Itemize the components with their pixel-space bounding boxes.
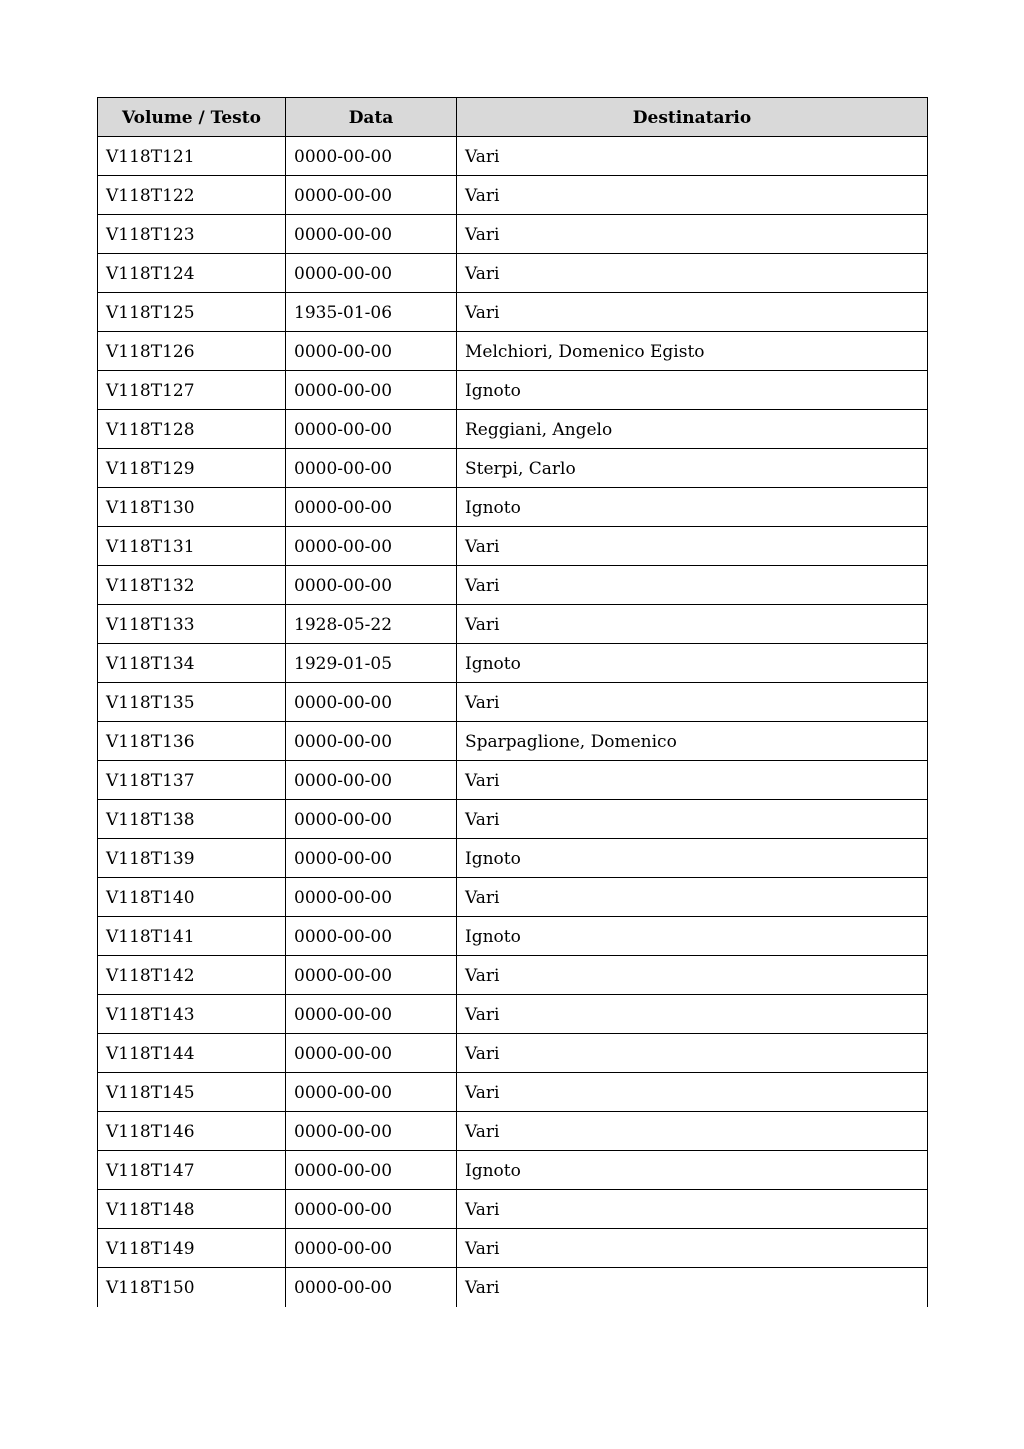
cell-data: 0000-00-00 <box>286 1229 457 1268</box>
table-row <box>98 722 928 761</box>
table-row <box>98 137 928 176</box>
cell-volume-testo: V118T138 <box>98 800 286 839</box>
cell-data: 1928-05-22 <box>286 605 457 644</box>
table-row <box>98 1229 928 1268</box>
cell-data: 0000-00-00 <box>286 1268 457 1307</box>
cell-data: 0000-00-00 <box>286 527 457 566</box>
cell-volume-testo: V118T134 <box>98 644 286 683</box>
cell-volume-testo: V118T136 <box>98 722 286 761</box>
cell-volume-testo: V118T147 <box>98 1151 286 1190</box>
cell-volume-testo: V118T149 <box>98 1229 286 1268</box>
cell-data: 0000-00-00 <box>286 371 457 410</box>
cell-destinatario: Ignoto <box>457 839 928 878</box>
table-row <box>98 254 928 293</box>
cell-volume-testo: V118T122 <box>98 176 286 215</box>
cell-destinatario: Vari <box>457 254 928 293</box>
table-row <box>98 488 928 527</box>
cell-data: 0000-00-00 <box>286 1190 457 1229</box>
cell-destinatario: Vari <box>457 1229 928 1268</box>
cell-data: 0000-00-00 <box>286 761 457 800</box>
cell-data: 0000-00-00 <box>286 1073 457 1112</box>
cell-volume-testo: V118T124 <box>98 254 286 293</box>
cell-volume-testo: V118T140 <box>98 878 286 917</box>
cell-volume-testo: V118T139 <box>98 839 286 878</box>
cell-destinatario: Vari <box>457 176 928 215</box>
cell-data: 0000-00-00 <box>286 449 457 488</box>
cell-data: 0000-00-00 <box>286 176 457 215</box>
table-row <box>98 1151 928 1190</box>
cell-volume-testo: V118T145 <box>98 1073 286 1112</box>
cell-destinatario: Vari <box>457 137 928 176</box>
cell-destinatario: Vari <box>457 1034 928 1073</box>
cell-volume-testo: V118T132 <box>98 566 286 605</box>
cell-data: 0000-00-00 <box>286 917 457 956</box>
cell-destinatario: Sparpaglione, Domenico <box>457 722 928 761</box>
cell-destinatario: Ignoto <box>457 644 928 683</box>
table-row <box>98 761 928 800</box>
cell-destinatario: Vari <box>457 605 928 644</box>
cell-destinatario: Melchiori, Domenico Egisto <box>457 332 928 371</box>
cell-destinatario: Vari <box>457 566 928 605</box>
cell-volume-testo: V118T125 <box>98 293 286 332</box>
cell-data: 0000-00-00 <box>286 566 457 605</box>
cell-volume-testo: V118T127 <box>98 371 286 410</box>
table-row <box>98 527 928 566</box>
cell-data: 0000-00-00 <box>286 956 457 995</box>
cell-destinatario: Vari <box>457 878 928 917</box>
cell-destinatario: Vari <box>457 293 928 332</box>
cell-volume-testo: V118T135 <box>98 683 286 722</box>
cell-volume-testo: V118T126 <box>98 332 286 371</box>
table-row <box>98 644 928 683</box>
cell-volume-testo: V118T148 <box>98 1190 286 1229</box>
cell-volume-testo: V118T121 <box>98 137 286 176</box>
cell-destinatario: Vari <box>457 761 928 800</box>
cell-destinatario: Vari <box>457 215 928 254</box>
cell-data: 0000-00-00 <box>286 1151 457 1190</box>
cell-destinatario: Sterpi, Carlo <box>457 449 928 488</box>
table-row <box>98 605 928 644</box>
table-body <box>98 137 928 1307</box>
cell-destinatario: Vari <box>457 1073 928 1112</box>
cell-data: 0000-00-00 <box>286 488 457 527</box>
table-row <box>98 215 928 254</box>
cell-data: 0000-00-00 <box>286 332 457 371</box>
cell-destinatario: Vari <box>457 1268 928 1307</box>
cell-data: 0000-00-00 <box>286 410 457 449</box>
cell-volume-testo: V118T150 <box>98 1268 286 1307</box>
cell-data: 0000-00-00 <box>286 800 457 839</box>
table-row <box>98 332 928 371</box>
cell-volume-testo: V118T141 <box>98 917 286 956</box>
cell-volume-testo: V118T123 <box>98 215 286 254</box>
table-row <box>98 878 928 917</box>
table-row <box>98 800 928 839</box>
cell-destinatario: Ignoto <box>457 917 928 956</box>
table-header <box>98 98 928 137</box>
cell-volume-testo: V118T129 <box>98 449 286 488</box>
cell-data: 0000-00-00 <box>286 683 457 722</box>
column-header-destinatario: Destinatario <box>457 98 928 137</box>
table-row <box>98 956 928 995</box>
cell-data: 0000-00-00 <box>286 254 457 293</box>
cell-data: 0000-00-00 <box>286 1034 457 1073</box>
table-row <box>98 1112 928 1151</box>
table-row <box>98 839 928 878</box>
table-row <box>98 371 928 410</box>
table-row <box>98 1190 928 1229</box>
cell-destinatario: Vari <box>457 1190 928 1229</box>
cell-volume-testo: V118T133 <box>98 605 286 644</box>
table-row <box>98 917 928 956</box>
cell-destinatario: Reggiani, Angelo <box>457 410 928 449</box>
table-row <box>98 176 928 215</box>
cell-destinatario: Ignoto <box>457 371 928 410</box>
cell-volume-testo: V118T146 <box>98 1112 286 1151</box>
cell-data: 0000-00-00 <box>286 995 457 1034</box>
cell-volume-testo: V118T128 <box>98 410 286 449</box>
cell-volume-testo: V118T143 <box>98 995 286 1034</box>
cell-data: 0000-00-00 <box>286 878 457 917</box>
cell-data: 0000-00-00 <box>286 215 457 254</box>
cell-volume-testo: V118T144 <box>98 1034 286 1073</box>
cell-volume-testo: V118T137 <box>98 761 286 800</box>
cell-volume-testo: V118T130 <box>98 488 286 527</box>
cell-data: 0000-00-00 <box>286 137 457 176</box>
cell-destinatario: Vari <box>457 683 928 722</box>
letters-table <box>97 97 928 1307</box>
cell-data: 1935-01-06 <box>286 293 457 332</box>
cell-data: 0000-00-00 <box>286 1112 457 1151</box>
cell-destinatario: Vari <box>457 1112 928 1151</box>
cell-data: 0000-00-00 <box>286 839 457 878</box>
table-row <box>98 683 928 722</box>
table-row <box>98 293 928 332</box>
table-row <box>98 1073 928 1112</box>
cell-destinatario: Vari <box>457 956 928 995</box>
column-header-data: Data <box>286 98 457 137</box>
header-row <box>98 98 928 137</box>
table-row <box>98 449 928 488</box>
column-header-volume-testo: Volume / Testo <box>98 98 286 137</box>
cell-data: 0000-00-00 <box>286 722 457 761</box>
table-row <box>98 566 928 605</box>
table-row <box>98 1034 928 1073</box>
table-row <box>98 995 928 1034</box>
cell-destinatario: Vari <box>457 995 928 1034</box>
cell-destinatario: Vari <box>457 800 928 839</box>
cell-destinatario: Vari <box>457 527 928 566</box>
cell-volume-testo: V118T142 <box>98 956 286 995</box>
cell-volume-testo: V118T131 <box>98 527 286 566</box>
cell-destinatario: Ignoto <box>457 1151 928 1190</box>
cell-data: 1929-01-05 <box>286 644 457 683</box>
table-row <box>98 410 928 449</box>
table-row <box>98 1268 928 1307</box>
cell-destinatario: Ignoto <box>457 488 928 527</box>
